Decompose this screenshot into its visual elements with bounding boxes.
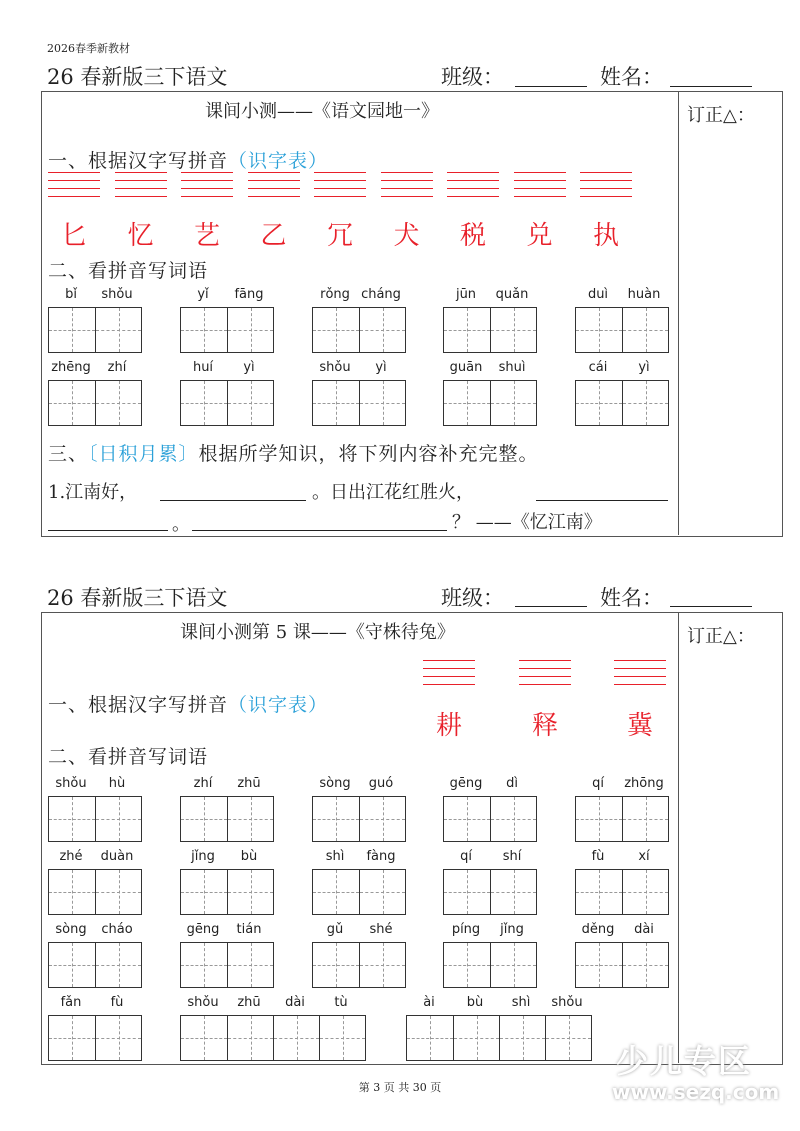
tianzige-grid[interactable] <box>575 380 669 426</box>
section1-label: 一、根据汉字写拼音 <box>48 150 229 172</box>
quiz1-section3 <box>48 439 539 466</box>
hanzi-char: 冗 <box>326 221 353 251</box>
tianzige-grid[interactable] <box>48 796 142 842</box>
pinyin-label: zhí <box>107 360 127 375</box>
pinyin-label: shǒu <box>319 360 351 375</box>
pinyin-label: tù <box>334 995 348 1010</box>
pinyin-writing-lines[interactable] <box>447 172 499 198</box>
tianzige-cell[interactable] <box>227 797 273 841</box>
tianzige-cell[interactable] <box>313 381 359 425</box>
tianzige-cell[interactable] <box>407 1016 453 1060</box>
tianzige-grid[interactable] <box>443 869 537 915</box>
pinyin-label: zhū <box>237 995 261 1010</box>
section3-prefix: 三、 <box>48 443 89 465</box>
tianzige-grid[interactable] <box>443 307 537 353</box>
pinyin-label: jǐng <box>191 849 215 864</box>
tianzige-cell[interactable] <box>490 870 536 914</box>
tianzige-cell[interactable] <box>181 308 227 352</box>
tianzige-cell[interactable] <box>227 1016 273 1060</box>
tianzige-cell[interactable] <box>313 870 359 914</box>
tianzige-cell[interactable] <box>273 1016 319 1060</box>
tianzige-grid[interactable] <box>180 307 274 353</box>
tianzige-grid[interactable] <box>48 380 142 426</box>
pinyin-writing-lines[interactable] <box>519 660 571 686</box>
pinyin-label: děng <box>581 922 615 937</box>
fill-line1-a: 1.江南好， <box>48 482 138 503</box>
hanzi-char: 犬 <box>393 221 420 251</box>
pinyin-label: yì <box>243 360 255 375</box>
tianzige-cell[interactable] <box>49 381 95 425</box>
pinyin-label: ài <box>423 995 435 1010</box>
pinyin-label: bǐ <box>65 287 77 302</box>
quiz2-section1 <box>48 690 328 717</box>
fill-blank-1[interactable] <box>160 500 306 501</box>
pinyin-writing-lines[interactable] <box>181 172 233 198</box>
pinyin-label: shǒu <box>187 995 219 1010</box>
tianzige-cell[interactable] <box>622 381 668 425</box>
hanzi-char: 兑 <box>526 221 553 251</box>
tianzige-cell[interactable] <box>49 1016 95 1060</box>
fill-blank-4[interactable] <box>192 530 447 531</box>
pinyin-label: fù <box>110 995 124 1010</box>
grade-title: 26 春新版三下语文 <box>47 65 228 89</box>
pinyin-label: huí <box>192 360 214 375</box>
pinyin-label: zhé <box>59 849 83 864</box>
pinyin-label: shuì <box>498 360 526 375</box>
section3-instruction: 根据所学知识，将下列内容补充完整。 <box>198 443 539 465</box>
pinyin-label: zhōng <box>624 776 664 791</box>
name-blank[interactable] <box>670 86 752 87</box>
tianzige-cell[interactable] <box>359 308 405 352</box>
quiz1-divider <box>678 91 679 535</box>
tianzige-cell[interactable] <box>490 943 536 987</box>
pinyin-writing-lines[interactable] <box>48 172 100 198</box>
tianzige-grid[interactable] <box>575 942 669 988</box>
quiz1-title: 课间小测——《语文园地一》 <box>205 101 439 122</box>
pinyin-label: shǒu <box>101 287 133 302</box>
hanzi-char: 艺 <box>193 221 220 251</box>
hanzi-char: 匕 <box>60 221 87 251</box>
pinyin-label: shí <box>502 849 522 864</box>
pinyin-label: fù <box>591 849 605 864</box>
grade-title-2: 26 春新版三下语文 <box>47 586 228 610</box>
tianzige-cell[interactable] <box>444 381 490 425</box>
pinyin-label: hù <box>108 776 126 791</box>
fill-line2-b: ？ ——《忆江南》 <box>452 512 602 533</box>
pinyin-label: yǐ <box>197 287 209 302</box>
tianzige-cell[interactable] <box>227 308 273 352</box>
tianzige-grid[interactable] <box>312 942 406 988</box>
pinyin-label: dì <box>506 776 518 791</box>
tianzige-cell[interactable] <box>319 1016 365 1060</box>
tianzige-grid[interactable] <box>575 869 669 915</box>
tianzige-cell[interactable] <box>49 308 95 352</box>
section3-bracket: 〔日积月累〕 <box>88 443 199 465</box>
hanzi-char: 税 <box>459 221 486 251</box>
tianzige-cell[interactable] <box>49 797 95 841</box>
tianzige-grid[interactable] <box>48 869 142 915</box>
pinyin-writing-lines[interactable] <box>423 660 475 686</box>
pinyin-label: huàn <box>627 287 661 302</box>
pinyin-label: gēng <box>449 776 483 791</box>
pinyin-label: gēng <box>186 922 220 937</box>
pinyin-label: fǎn <box>60 995 82 1010</box>
tianzige-cell[interactable] <box>49 870 95 914</box>
tianzige-grid[interactable] <box>312 796 406 842</box>
tianzige-grid[interactable] <box>180 1015 366 1061</box>
pinyin-label: sòng <box>55 922 87 937</box>
pinyin-label: shì <box>511 995 531 1010</box>
pinyin-label: cháo <box>101 922 133 937</box>
tianzige-grid[interactable] <box>443 942 537 988</box>
pinyin-label: guān <box>449 360 483 375</box>
tianzige-cell[interactable] <box>576 308 622 352</box>
tianzige-grid[interactable] <box>180 380 274 426</box>
fill-blank-3[interactable] <box>48 530 168 531</box>
watermark-url: www.sezq.com <box>612 1080 780 1104</box>
tianzige-cell[interactable] <box>181 943 227 987</box>
page-footer: 第 3 页 共 30 页 <box>358 1081 442 1094</box>
section1-paren-2: （识字表） <box>228 694 329 716</box>
quiz1-section1 <box>48 146 328 173</box>
pinyin-label: sòng <box>319 776 351 791</box>
pinyin-label: rǒng <box>320 287 350 302</box>
section1-paren: （识字表） <box>228 150 329 172</box>
tianzige-cell[interactable] <box>359 797 405 841</box>
tianzige-cell[interactable] <box>359 381 405 425</box>
pinyin-label: quǎn <box>495 287 529 302</box>
tianzige-cell[interactable] <box>622 943 668 987</box>
pinyin-writing-lines[interactable] <box>381 172 433 198</box>
quiz1-section2: 二、看拼音写词语 <box>48 260 209 282</box>
quiz2-title: 课间小测第 5 课——《守株待兔》 <box>180 622 455 643</box>
hanzi-char: 释 <box>531 711 558 741</box>
tianzige-cell[interactable] <box>95 797 141 841</box>
fill-line1-b: 。日出江花红胜火， <box>312 482 474 503</box>
tianzige-grid[interactable] <box>48 307 142 353</box>
tianzige-cell[interactable] <box>444 797 490 841</box>
tianzige-cell[interactable] <box>313 797 359 841</box>
tianzige-cell[interactable] <box>313 308 359 352</box>
tianzige-cell[interactable] <box>545 1016 591 1060</box>
tianzige-cell[interactable] <box>576 797 622 841</box>
pinyin-label: bù <box>466 995 484 1010</box>
pinyin-label: duì <box>587 287 609 302</box>
tianzige-cell[interactable] <box>181 797 227 841</box>
tianzige-cell[interactable] <box>313 943 359 987</box>
tianzige-cell[interactable] <box>95 870 141 914</box>
pinyin-label: shì <box>325 849 345 864</box>
pinyin-label: shé <box>369 922 393 937</box>
pinyin-label: dài <box>285 995 305 1010</box>
pinyin-label: zhí <box>193 776 213 791</box>
tianzige-grid[interactable] <box>180 869 274 915</box>
section1-label-2: 一、根据汉字写拼音 <box>48 694 229 716</box>
class-label: 班级： <box>441 65 504 89</box>
hanzi-char: 冀 <box>626 711 653 741</box>
pinyin-label: yì <box>638 360 650 375</box>
tianzige-grid[interactable] <box>443 796 537 842</box>
tianzige-cell[interactable] <box>359 870 405 914</box>
pinyin-label: yì <box>375 360 387 375</box>
fill-blank-2[interactable] <box>536 500 668 501</box>
pinyin-label: dài <box>634 922 654 937</box>
top-note: 2026春季新教材 <box>47 42 130 55</box>
pinyin-label: duàn <box>100 849 134 864</box>
tianzige-cell[interactable] <box>95 381 141 425</box>
hanzi-char: 执 <box>592 221 619 251</box>
pinyin-label: fàng <box>366 849 396 864</box>
name-label: 姓名： <box>600 65 663 89</box>
pinyin-label: cái <box>588 360 608 375</box>
tianzige-cell[interactable] <box>227 870 273 914</box>
tianzige-grid[interactable] <box>575 307 669 353</box>
pinyin-label: shǒu <box>551 995 583 1010</box>
tianzige-grid[interactable] <box>312 869 406 915</box>
tianzige-cell[interactable] <box>359 943 405 987</box>
name-blank-2[interactable] <box>670 606 752 607</box>
pinyin-writing-lines[interactable] <box>614 660 666 686</box>
quiz2-section2: 二、看拼音写词语 <box>48 746 209 768</box>
pinyin-writing-lines[interactable] <box>580 172 632 198</box>
tianzige-grid[interactable] <box>180 942 274 988</box>
tianzige-cell[interactable] <box>444 308 490 352</box>
class-blank[interactable] <box>515 86 587 87</box>
tianzige-cell[interactable] <box>181 870 227 914</box>
tianzige-cell[interactable] <box>95 1016 141 1060</box>
tianzige-cell[interactable] <box>227 943 273 987</box>
tianzige-cell[interactable] <box>490 797 536 841</box>
pinyin-label: zhēng <box>51 360 91 375</box>
class-blank-2[interactable] <box>515 606 587 607</box>
tianzige-grid[interactable] <box>312 307 406 353</box>
fill-line2-a: 。 <box>172 514 190 535</box>
tianzige-cell[interactable] <box>227 381 273 425</box>
pinyin-label: cháng <box>361 287 401 302</box>
tianzige-cell[interactable] <box>444 870 490 914</box>
pinyin-label: fāng <box>234 287 264 302</box>
tianzige-grid[interactable] <box>312 380 406 426</box>
pinyin-writing-lines[interactable] <box>314 172 366 198</box>
tianzige-cell[interactable] <box>490 381 536 425</box>
hanzi-char: 忆 <box>127 221 154 251</box>
correction-label-2: 订正△： <box>687 626 755 647</box>
pinyin-label: píng <box>451 922 481 937</box>
tianzige-cell[interactable] <box>49 943 95 987</box>
pinyin-writing-lines[interactable] <box>514 172 566 198</box>
tianzige-grid[interactable] <box>180 796 274 842</box>
tianzige-cell[interactable] <box>576 943 622 987</box>
hanzi-char: 耕 <box>435 711 462 741</box>
pinyin-label: qí <box>460 849 472 864</box>
tianzige-grid[interactable] <box>48 942 142 988</box>
pinyin-label: jǐng <box>500 922 524 937</box>
tianzige-cell[interactable] <box>95 308 141 352</box>
watermark-logo: 少儿专区 <box>616 1042 753 1080</box>
quiz2-divider <box>678 612 679 1063</box>
pinyin-label: jūn <box>455 287 477 302</box>
pinyin-writing-lines[interactable] <box>115 172 167 198</box>
tianzige-cell[interactable] <box>490 308 536 352</box>
tianzige-cell[interactable] <box>453 1016 499 1060</box>
pinyin-label: gǔ <box>326 922 344 937</box>
name-label-2: 姓名： <box>600 586 663 610</box>
tianzige-cell[interactable] <box>181 381 227 425</box>
tianzige-cell[interactable] <box>444 943 490 987</box>
tianzige-grid[interactable] <box>48 1015 142 1061</box>
tianzige-cell[interactable] <box>499 1016 545 1060</box>
tianzige-cell[interactable] <box>622 797 668 841</box>
tianzige-cell[interactable] <box>181 1016 227 1060</box>
pinyin-label: zhū <box>237 776 261 791</box>
correction-label: 订正△： <box>687 105 755 126</box>
tianzige-cell[interactable] <box>622 870 668 914</box>
tianzige-grid[interactable] <box>443 380 537 426</box>
pinyin-writing-lines[interactable] <box>248 172 300 198</box>
hanzi-char: 乙 <box>260 221 287 251</box>
pinyin-label: tián <box>236 922 262 937</box>
pinyin-label: xí <box>638 849 650 864</box>
tianzige-cell[interactable] <box>576 381 622 425</box>
pinyin-label: shǒu <box>55 776 87 791</box>
tianzige-cell[interactable] <box>576 870 622 914</box>
pinyin-label: guó <box>368 776 394 791</box>
tianzige-grid[interactable] <box>575 796 669 842</box>
class-label-2: 班级： <box>441 586 504 610</box>
tianzige-cell[interactable] <box>95 943 141 987</box>
pinyin-label: qí <box>592 776 604 791</box>
tianzige-grid[interactable] <box>406 1015 592 1061</box>
tianzige-cell[interactable] <box>622 308 668 352</box>
pinyin-label: bù <box>240 849 258 864</box>
